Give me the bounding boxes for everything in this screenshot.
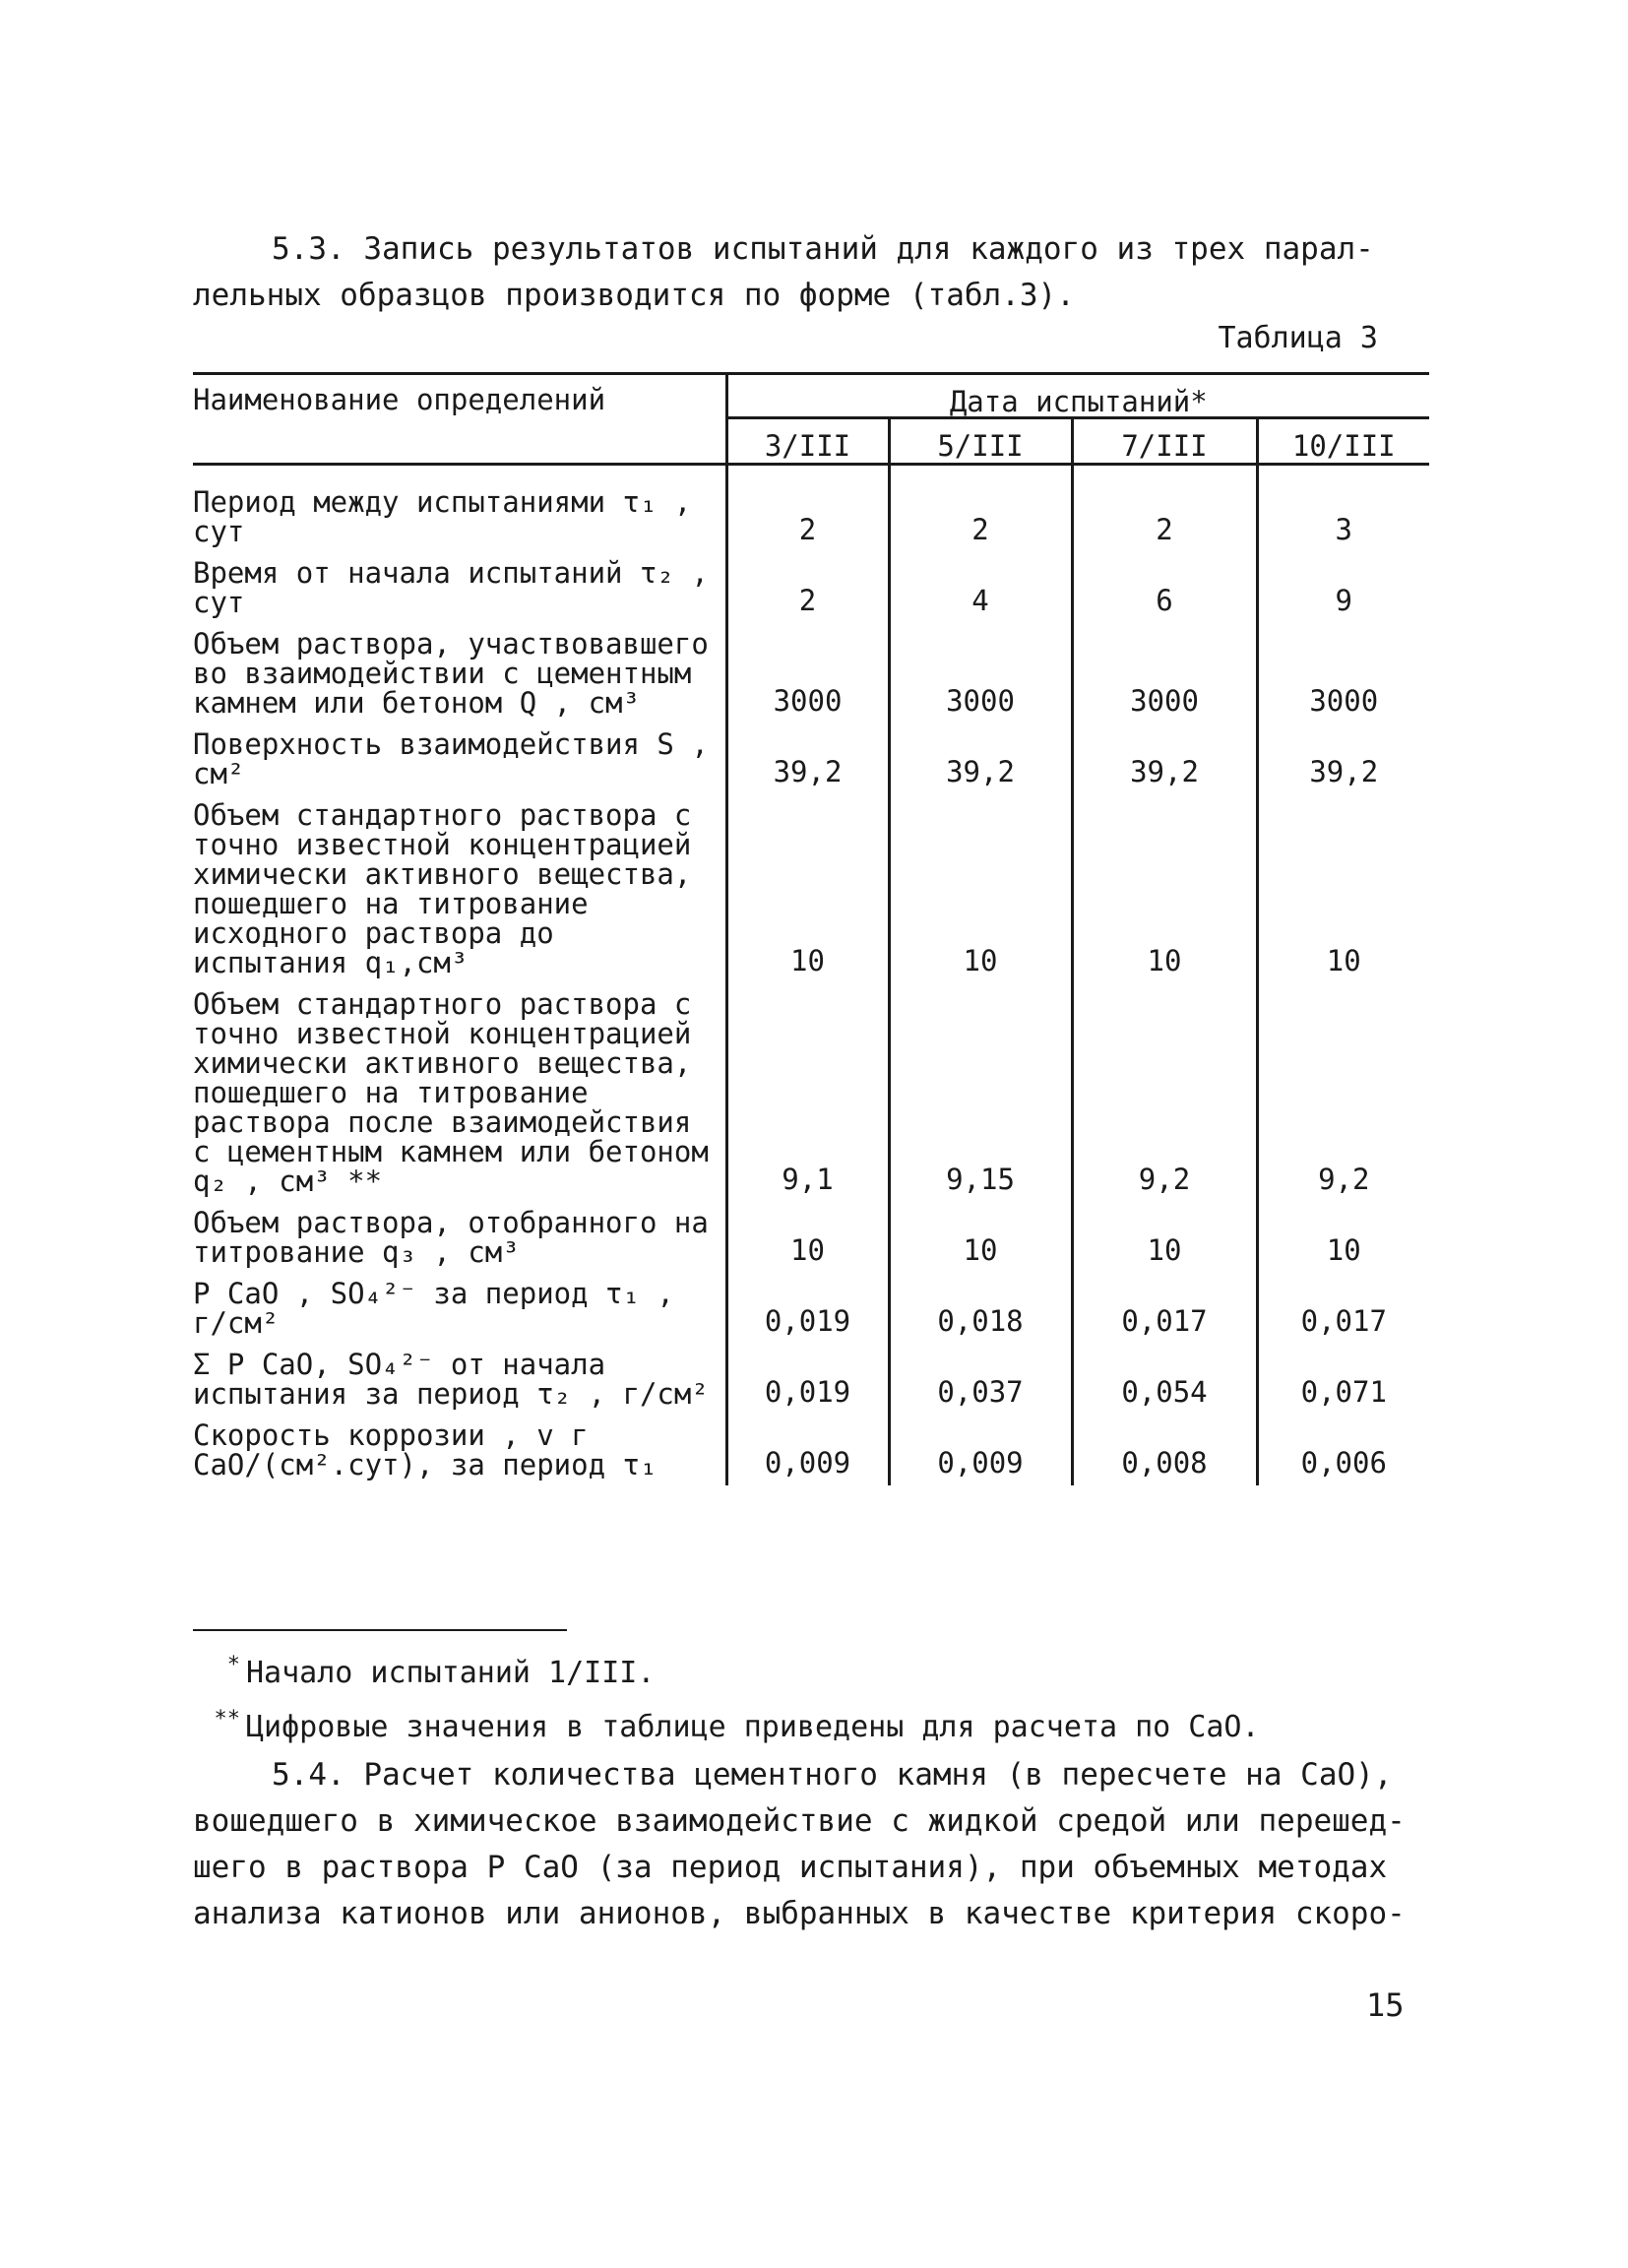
- section-5-4-paragraph: [193, 1752, 1423, 1937]
- row-value: 2: [1072, 465, 1257, 553]
- row-value: 9,1: [726, 983, 889, 1202]
- row-value: 10: [726, 794, 889, 983]
- footnote: [214, 1696, 1260, 1750]
- row-label: Поверхность взаимодействия S , см²: [193, 727, 709, 790]
- paragraph-line: шего в раствора P CaO (за период испытания), при объемных методах: [193, 1850, 1388, 1885]
- row-value: 0,019: [726, 1273, 889, 1344]
- table-row: [193, 552, 1429, 623]
- test-results-table: [193, 372, 1429, 1485]
- date-header: 5/III: [889, 418, 1072, 465]
- page-number: 15: [1366, 1986, 1405, 2024]
- row-value: 3: [1257, 465, 1429, 553]
- row-label: Объем раствора, участвовавшего во взаимодействии с цементным камнем или бетоном Q , см³: [193, 627, 709, 720]
- table-row: [193, 1344, 1429, 1415]
- row-value: 10: [1257, 794, 1429, 983]
- row-value: 0,017: [1257, 1273, 1429, 1344]
- row-label: Объем стандартного раствора с точно известной концентрацией химически активного вещества, пошедшего на титрование исходного раствора до испытания q₁,см³: [193, 798, 692, 979]
- row-value: 39,2: [1257, 724, 1429, 794]
- footnotes: [214, 1642, 1260, 1750]
- table-row: [193, 1415, 1429, 1485]
- footnote-divider: [193, 1629, 567, 1631]
- table-row: [193, 1273, 1429, 1344]
- row-value: 6: [1072, 552, 1257, 623]
- paragraph-line: 5.3. Запись результатов испытаний для каждого из трех парал-: [272, 231, 1374, 267]
- row-value: 10: [1072, 1202, 1257, 1273]
- row-value: 0,054: [1072, 1344, 1257, 1415]
- footnote-mark: *: [226, 1653, 240, 1677]
- row-value: 0,019: [726, 1344, 889, 1415]
- row-label: Время от начала испытаний τ₂ , сут: [193, 556, 709, 619]
- table-caption: Таблица 3: [1218, 321, 1378, 355]
- row-label: Объем раствора, отобранного на титрование q₃ , см³: [193, 1206, 709, 1269]
- row-value: 2: [889, 465, 1072, 553]
- table-row: [193, 794, 1429, 983]
- row-value: 0,008: [1072, 1415, 1257, 1485]
- date-header: 3/III: [726, 418, 889, 465]
- table-row: [193, 724, 1429, 794]
- row-value: 9,2: [1072, 983, 1257, 1202]
- row-value: 3000: [1072, 623, 1257, 724]
- row-value: 0,009: [726, 1415, 889, 1485]
- date-header: 7/III: [1072, 418, 1257, 465]
- paragraph-line: лельных образцов производится по форме (табл.3).: [193, 278, 1075, 313]
- row-value: 9,2: [1257, 983, 1429, 1202]
- column-header-date: Дата испытаний*: [726, 374, 1429, 418]
- row-value: 39,2: [1072, 724, 1257, 794]
- row-value: 3000: [889, 623, 1072, 724]
- row-value: 3000: [1257, 623, 1429, 724]
- row-value: 0,071: [1257, 1344, 1429, 1415]
- footnote: [226, 1642, 1260, 1696]
- row-value: 9,15: [889, 983, 1072, 1202]
- row-value: 0,018: [889, 1273, 1072, 1344]
- table-row: [193, 1202, 1429, 1273]
- row-label: Объем стандартного раствора с точно известной концентрацией химически активного вещества, пошедшего на титрование раствора после взаимодействия с цементным камнем или бетоном q₂ , см³ **: [193, 987, 709, 1198]
- row-value: 9: [1257, 552, 1429, 623]
- row-label: Скорость коррозии , v г CaO/(см².сут), за период τ₁: [193, 1418, 657, 1481]
- paragraph-line: вошедшего в химическое взаимодействие с жидкой средой или перешед-: [193, 1803, 1406, 1839]
- row-value: 10: [889, 794, 1072, 983]
- row-label: P CaO , SO₄²⁻ за период τ₁ , г/см²: [193, 1277, 674, 1340]
- table-row: [193, 623, 1429, 724]
- row-value: 10: [1257, 1202, 1429, 1273]
- footnote-mark: **: [214, 1707, 240, 1732]
- column-header-name: Наименование определений: [193, 374, 726, 465]
- paragraph-line: анализа катионов или анионов, выбранных в качестве критерия скоро-: [193, 1896, 1406, 1931]
- row-label: Σ P CaO, SO₄²⁻ от начала испытания за период τ₂ , г/см²: [193, 1348, 709, 1411]
- table-row: [193, 465, 1429, 553]
- row-value: 0,009: [889, 1415, 1072, 1485]
- row-value: 0,017: [1072, 1273, 1257, 1344]
- footnote-text: Начало испытаний 1/III.: [246, 1656, 656, 1690]
- row-value: 10: [726, 1202, 889, 1273]
- row-value: 0,037: [889, 1344, 1072, 1415]
- row-value: 0,006: [1257, 1415, 1429, 1485]
- row-value: 2: [726, 465, 889, 553]
- row-value: 4: [889, 552, 1072, 623]
- date-header: 10/III: [1257, 418, 1429, 465]
- table-row: [193, 983, 1429, 1202]
- row-value: 2: [726, 552, 889, 623]
- row-value: 39,2: [726, 724, 889, 794]
- row-value: 39,2: [889, 724, 1072, 794]
- footnote-text: Цифровые значения в таблице приведены для расчета по CaO.: [246, 1710, 1260, 1744]
- section-5-3-paragraph: [193, 226, 1423, 319]
- paragraph-line: 5.4. Расчет количества цементного камня (в пересчете на CaO),: [272, 1757, 1393, 1793]
- row-value: 10: [1072, 794, 1257, 983]
- row-value: 3000: [726, 623, 889, 724]
- row-label: Период между испытаниями τ₁ , сут: [193, 485, 692, 548]
- row-value: 10: [889, 1202, 1072, 1273]
